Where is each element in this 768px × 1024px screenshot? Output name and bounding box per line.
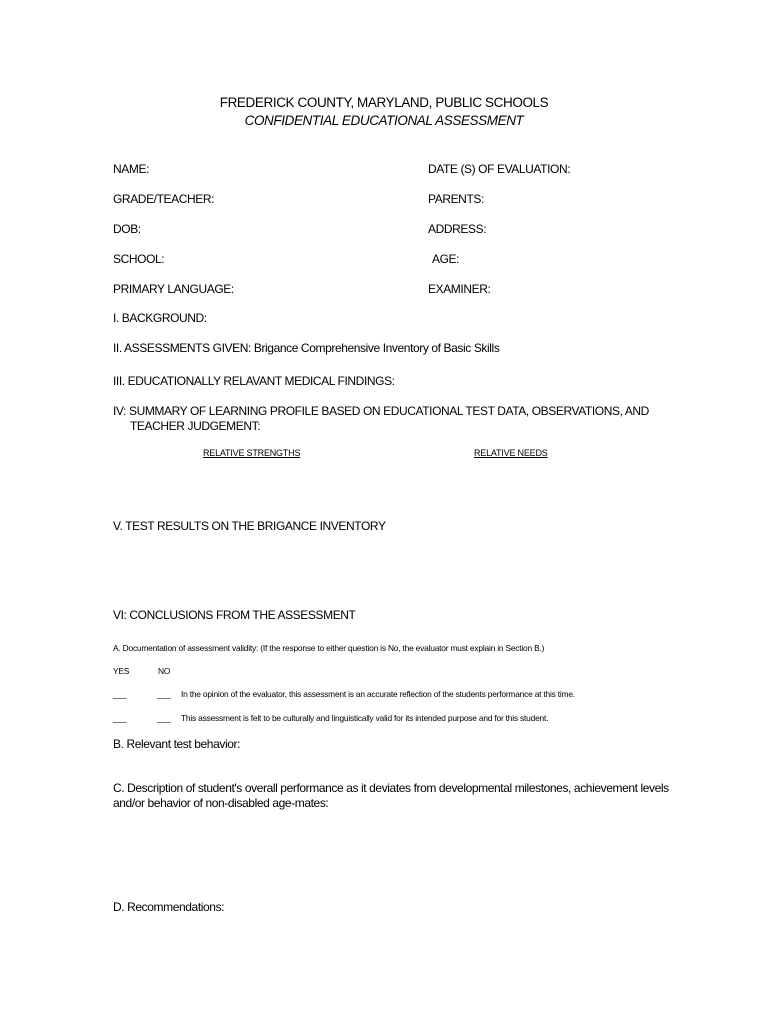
statement2-no-blank[interactable]: ___ — [157, 713, 171, 723]
field-dob-label: DOB: — [113, 222, 141, 236]
no-column-label: NO — [158, 666, 171, 676]
section-conclusions: VI: CONCLUSIONS FROM THE ASSESSMENT — [113, 608, 356, 622]
field-address-label: ADDRESS: — [428, 222, 487, 236]
subsection-c-line2: and/or behavior of non-disabled age-mates: — [113, 796, 329, 810]
section-background: I. BACKGROUND: — [113, 311, 207, 325]
field-date-evaluation-label: DATE (S) OF EVALUATION: — [428, 162, 571, 176]
validity-intro: A. Documentation of assessment validity: (If the response to either question is No, the evaluator must explain in Section B.) — [113, 643, 545, 653]
validity-statement-2: This assessment is felt to be culturally and linguistically valid for its intended purpose and for this student. — [181, 713, 549, 723]
field-grade-teacher-label: GRADE/TEACHER: — [113, 192, 215, 206]
subsection-b: B. Relevant test behavior: — [113, 737, 241, 751]
statement1-no-blank[interactable]: ___ — [157, 689, 171, 699]
relative-needs-heading: RELATIVE NEEDS — [474, 448, 548, 458]
field-parents-label: PARENTS: — [428, 192, 484, 206]
statement1-yes-blank[interactable]: ___ — [113, 689, 127, 699]
yes-column-label: YES — [113, 666, 130, 676]
field-examiner-label: EXAMINER: — [428, 282, 491, 296]
page-title: FREDERICK COUNTY, MARYLAND, PUBLIC SCHOOLS — [219, 95, 549, 110]
field-name-label: NAME: — [113, 162, 150, 176]
relative-strengths-heading: RELATIVE STRENGTHS — [203, 448, 301, 458]
page-subtitle: CONFIDENTIAL EDUCATIONAL ASSESSMENT — [244, 113, 524, 128]
section-summary-line1: IV: SUMMARY OF LEARNING PROFILE BASED ON EDUCATIONAL TEST DATA, OBSERVATIONS, AND — [113, 404, 649, 418]
field-primary-language-label: PRIMARY LANGUAGE: — [113, 282, 234, 296]
field-school-label: SCHOOL: — [113, 252, 165, 266]
section-assessments-given: II. ASSESSMENTS GIVEN: Brigance Comprehensive Inventory of Basic Skills — [113, 341, 500, 355]
statement2-yes-blank[interactable]: ___ — [113, 713, 127, 723]
section-test-results: V. TEST RESULTS ON THE BRIGANCE INVENTORY — [113, 519, 386, 533]
subsection-c-line1: C. Description of student's overall performance as it deviates from developmental milestones, achievement levels — [113, 781, 669, 795]
section-summary-line2: TEACHER JUDGEMENT: — [130, 419, 261, 433]
validity-statement-1: In the opinion of the evaluator, this assessment is an accurate reflection of the students performance at this time. — [181, 689, 575, 699]
section-medical-findings: III. EDUCATIONALLY RELAVANT MEDICAL FINDINGS: — [113, 374, 395, 388]
subsection-d: D. Recommendations: — [113, 900, 225, 914]
field-age-label: AGE: — [432, 252, 460, 266]
